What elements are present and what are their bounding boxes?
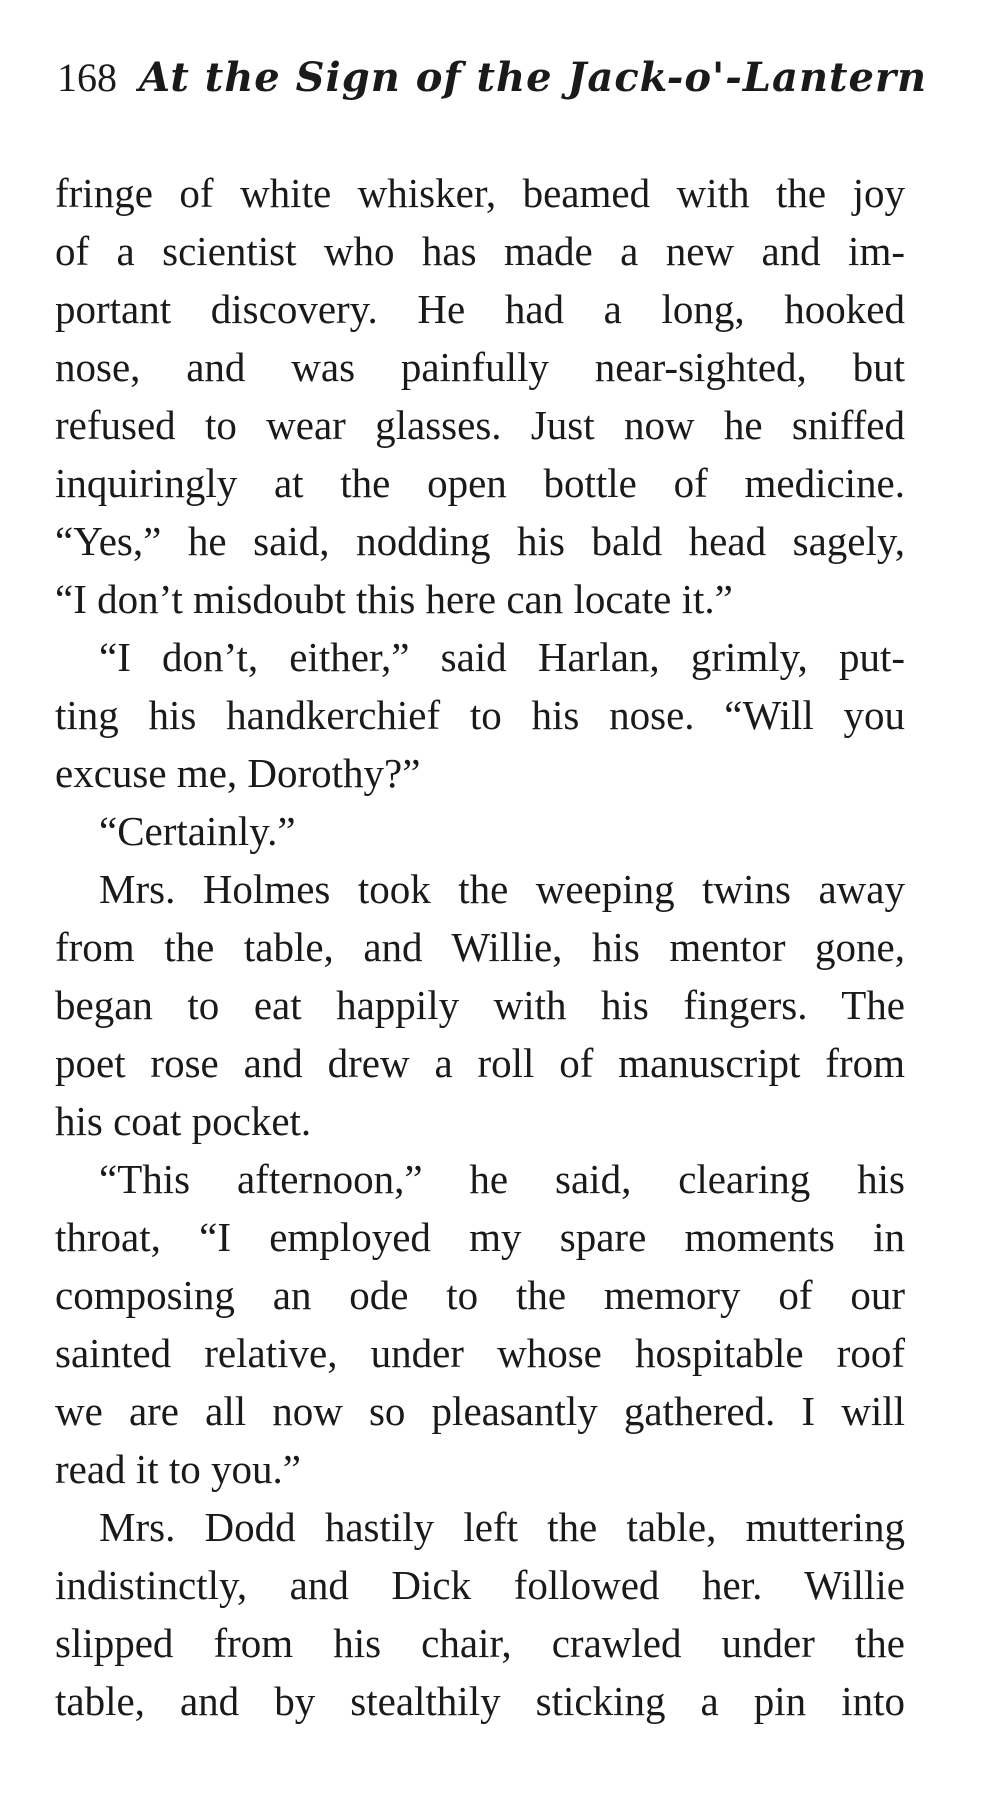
text-line: poet rose and drew a roll of manuscript from	[55, 1040, 905, 1086]
text-line: Mrs. Dodd hastily left the table, muttering	[99, 1504, 905, 1550]
text-line: excuse me, Dorothy?”	[55, 750, 421, 796]
text-line: composing an ode to the memory of our	[55, 1272, 905, 1318]
text-line: from the table, and Willie, his mentor gone,	[55, 924, 905, 970]
text-line: ting his handkerchief to his nose. “Will you	[55, 692, 905, 738]
text-line: fringe of white whisker, beamed with the joy	[55, 170, 905, 216]
text-line: Mrs. Holmes took the weeping twins away	[99, 866, 905, 912]
text-line: his coat pocket.	[55, 1098, 312, 1144]
text-line: “Yes,” he said, nodding his bald head sagely,	[55, 518, 905, 564]
text-line: “I don’t misdoubt this here can locate it.”	[55, 576, 733, 622]
text-line: “This afternoon,” he said, clearing his	[99, 1156, 905, 1202]
text-line: read it to you.”	[55, 1446, 301, 1492]
book-title: At the Sign of the Jack-o'-Lantern	[139, 54, 928, 101]
text-line: throat, “I employed my spare moments in	[55, 1214, 905, 1260]
text-line: “Certainly.”	[99, 808, 296, 854]
text-line: slipped from his chair, crawled under the	[55, 1620, 905, 1666]
body-text	[55, 164, 905, 1730]
text-line: table, and by stealthily sticking a pin into	[55, 1678, 905, 1724]
text-line: inquiringly at the open bottle of medicine.	[55, 460, 905, 506]
page-number: 168	[57, 55, 117, 100]
text-line: refused to wear glasses. Just now he sniffed	[55, 402, 905, 448]
text-line: “I don’t, either,” said Harlan, grimly, put-	[99, 634, 905, 680]
text-line: we are all now so pleasantly gathered. I will	[55, 1388, 905, 1434]
text-line: of a scientist who has made a new and im-	[55, 228, 905, 274]
running-head	[57, 50, 937, 106]
text-line: began to eat happily with his fingers. The	[55, 982, 905, 1028]
text-line: sainted relative, under whose hospitable roof	[55, 1330, 905, 1376]
text-line: nose, and was painfully near-sighted, but	[55, 344, 905, 390]
text-line: portant discovery. He had a long, hooked	[55, 286, 905, 332]
text-line: indistinctly, and Dick followed her. Willie	[55, 1562, 905, 1608]
